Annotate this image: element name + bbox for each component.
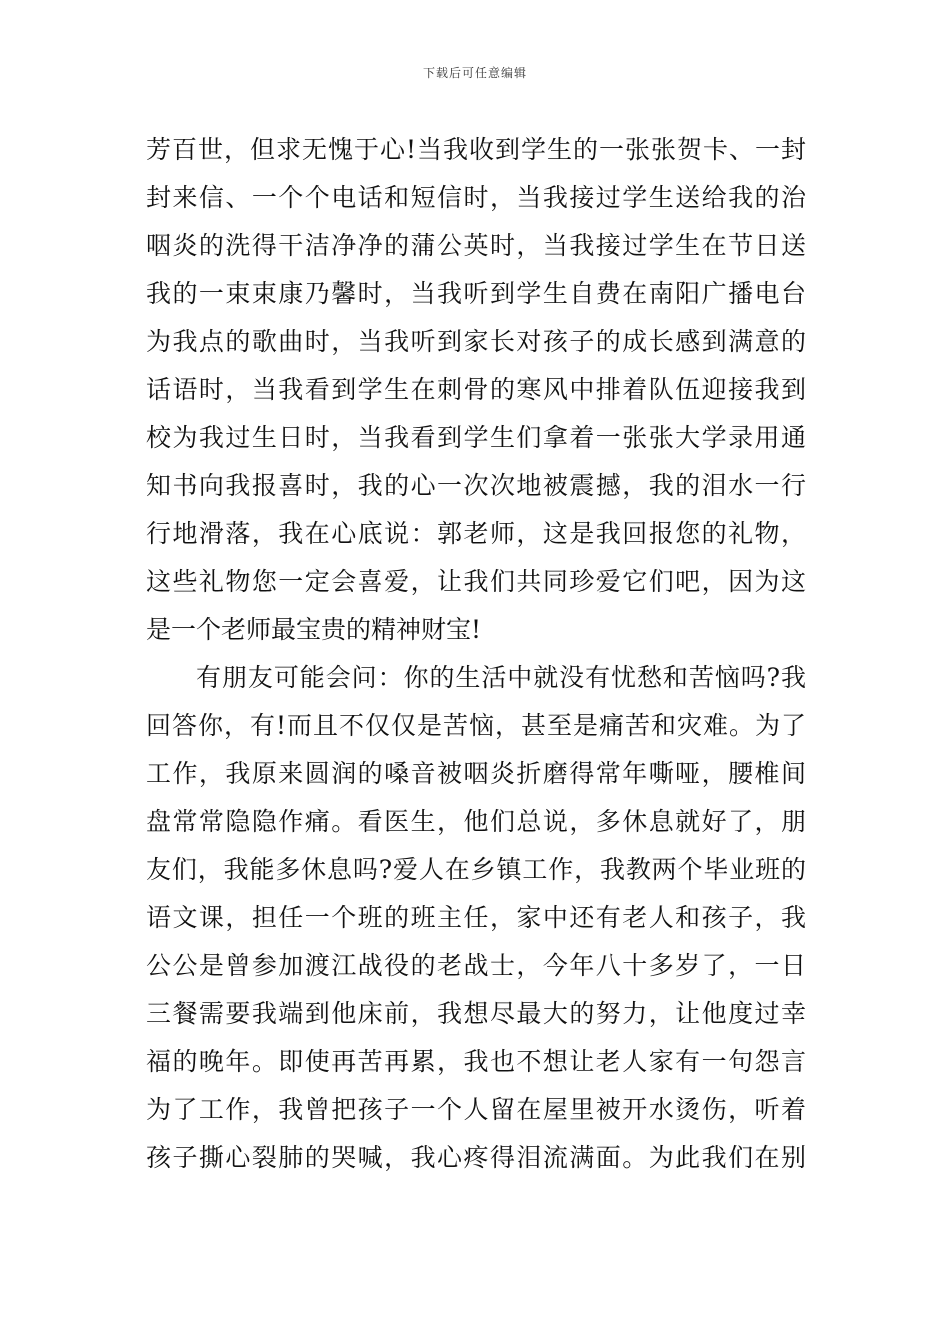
paragraph-2 (146, 654, 806, 1182)
paragraph-line: 这些礼物您一定会喜爱，让我们共同珍爱它们吧，因为这 (146, 567, 806, 596)
paragraph-line: 回答你，有!而且不仅仅是苦恼，甚至是痛苦和灾难。为了 (146, 711, 806, 740)
paragraph-line: 为我点的歌曲时，当我听到家长对孩子的成长感到满意的 (146, 327, 806, 356)
paragraph-line: 校为我过生日时，当我看到学生们拿着一张张大学录用通 (146, 423, 806, 452)
paragraph-line: 福的晚年。即使再苦再累，我也不想让老人家有一句怨言 (146, 1047, 806, 1076)
page-header: 下载后可任意编辑 (422, 66, 527, 80)
paragraph-line: 工作，我原来圆润的嗓音被咽炎折磨得常年嘶哑，腰椎间 (146, 759, 806, 788)
paragraph-line: 是一个老师最宝贵的精神财宝! (146, 615, 482, 644)
paragraph-line: 知书向我报喜时，我的心一次次地被震撼，我的泪水一行 (146, 471, 806, 500)
paragraph-line: 话语时，当我看到学生在刺骨的寒风中排着队伍迎接我到 (146, 375, 806, 404)
document-body (146, 126, 806, 1182)
paragraph-line: 公公是曾参加渡江战役的老战士，今年八十多岁了，一日 (146, 951, 806, 980)
paragraph-line: 咽炎的洗得干洁净净的蒲公英时，当我接过学生在节日送 (146, 231, 806, 260)
paragraph-line: 有朋友可能会问：你的生活中就没有忧愁和苦恼吗?我 (196, 663, 806, 692)
paragraph-line: 我的一束束康乃馨时，当我听到学生自费在南阳广播电台 (146, 279, 806, 308)
paragraph-line: 孩子撕心裂肺的哭喊，我心疼得泪流满面。为此我们在别 (146, 1143, 806, 1172)
paragraph-line: 友们，我能多休息吗?爱人在乡镇工作，我教两个毕业班的 (146, 855, 806, 884)
paragraph-line: 为了工作，我曾把孩子一个人留在屋里被开水烫伤，听着 (146, 1095, 806, 1124)
paragraph-line: 盘常常隐隐作痛。看医生，他们总说，多休息就好了，朋 (146, 807, 806, 836)
paragraph-line: 芳百世，但求无愧于心!当我收到学生的一张张贺卡、一封 (146, 135, 806, 164)
paragraph-line: 封来信、一个个电话和短信时，当我接过学生送给我的治 (146, 183, 806, 212)
paragraph-line: 语文课，担任一个班的班主任，家中还有老人和孩子，我 (146, 903, 806, 932)
paragraph-line: 行地滑落，我在心底说：郭老师，这是我回报您的礼物， (146, 519, 806, 548)
paragraph-line: 三餐需要我端到他床前，我想尽最大的努力，让他度过幸 (146, 999, 806, 1028)
paragraph-1 (146, 126, 806, 654)
